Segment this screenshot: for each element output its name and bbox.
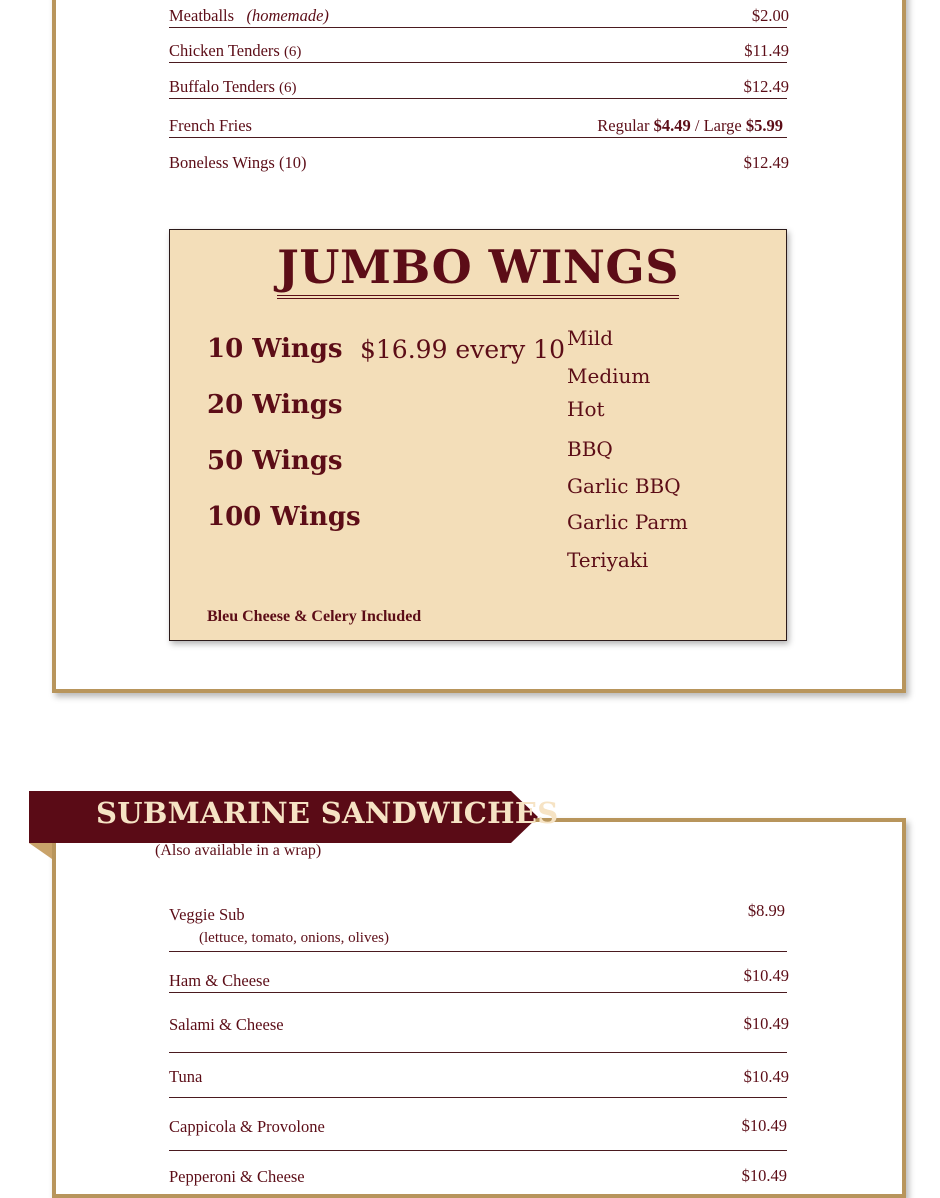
wing-qty-10: 10 Wings — [207, 334, 343, 364]
section-subtitle: (Also available in a wrap) — [155, 842, 322, 859]
wing-qty-20: 20 Wings — [207, 390, 343, 420]
regular-label: Regular — [597, 116, 650, 135]
item-price: $12.49 — [743, 153, 789, 172]
item-description: (lettuce, tomato, onions, olives) — [199, 930, 389, 946]
menu-row-buffalo-tenders — [169, 63, 787, 99]
item-note: (6) — [279, 80, 297, 96]
item-note: (homemade) — [246, 6, 329, 25]
menu-row-cappicola-provolone — [169, 1098, 787, 1151]
item-price: $10.49 — [741, 1116, 787, 1135]
banner-fold — [29, 843, 52, 859]
item-name: Ham & Cheese — [169, 971, 270, 990]
item-name: Tuna — [169, 1067, 203, 1086]
item-name: Chicken Tenders — [169, 41, 280, 60]
item-price: $12.49 — [743, 77, 789, 96]
size-separator: / — [694, 116, 700, 135]
menu-row-chicken-tenders — [169, 28, 787, 63]
item-name: Buffalo Tenders — [169, 77, 275, 96]
item-name: Veggie Sub — [169, 905, 245, 924]
wing-price: $16.99 every 10 — [360, 335, 565, 364]
flavor-teriyaki: Teriyaki — [567, 548, 649, 572]
item-price: $10.49 — [741, 1166, 787, 1185]
item-note: (6) — [283, 44, 302, 60]
large-label: Large — [703, 116, 742, 135]
item-name: Pepperoni & Cheese — [169, 1167, 305, 1186]
menu-row-boneless-wings — [169, 138, 787, 174]
item-price: $10.49 — [743, 1014, 789, 1033]
item-price: $11.49 — [744, 41, 789, 60]
flavor-bbq: BBQ — [567, 437, 613, 461]
item-price: $8.99 — [747, 901, 785, 920]
jumbo-wings-box — [169, 229, 787, 641]
wing-qty-100: 100 Wings — [207, 502, 361, 532]
wing-qty-50: 50 Wings — [207, 446, 343, 476]
item-price: $10.49 — [743, 966, 789, 985]
wings-footnote: Bleu Cheese & Celery Included — [207, 608, 422, 625]
item-price: $10.49 — [743, 1067, 789, 1086]
menu-row-salami-cheese — [169, 993, 787, 1053]
item-price: $2.00 — [751, 6, 789, 25]
flavor-mild: Mild — [567, 326, 614, 350]
flavor-garlic-parm: Garlic Parm — [567, 510, 688, 534]
item-name: Boneless Wings (10) — [169, 153, 307, 172]
regular-price: $4.49 — [653, 116, 691, 135]
menu-row-tuna — [169, 1053, 787, 1098]
large-price: $5.99 — [745, 116, 783, 135]
wings-title: JUMBO WINGS — [277, 242, 679, 299]
item-name: Cappicola & Provolone — [169, 1117, 325, 1136]
item-name: French Fries — [169, 116, 252, 135]
item-name: Salami & Cheese — [169, 1015, 284, 1034]
flavor-medium: Medium — [567, 364, 651, 388]
menu-row-meatballs — [169, 0, 787, 28]
flavor-hot: Hot — [567, 397, 605, 421]
section-title: SUBMARINE SANDWICHES — [96, 796, 559, 830]
menu-row-french-fries — [169, 99, 787, 138]
menu-row-ham-cheese — [169, 952, 787, 993]
item-name: Meatballs — [169, 6, 235, 25]
flavor-garlic-bbq: Garlic BBQ — [567, 474, 681, 498]
menu-row-pepperoni-cheese — [169, 1151, 787, 1191]
